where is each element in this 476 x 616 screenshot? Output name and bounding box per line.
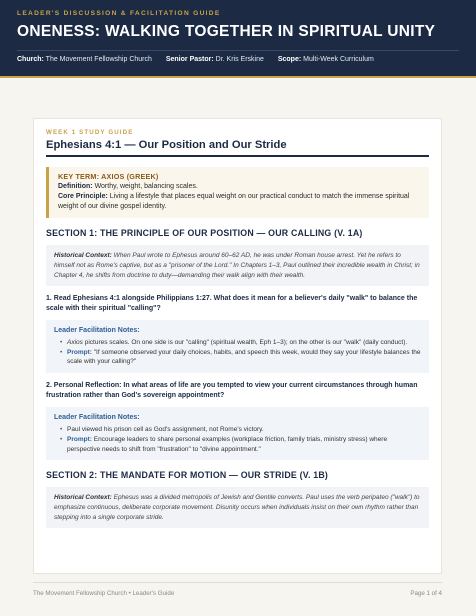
question-1: 1. Read Ephesians 4:1 alongside Philippians 1:27. What does it mean for a believer's daily "walk" to balance the scale with their spiritual "calling"? — [46, 295, 418, 313]
guide-header — [0, 0, 476, 76]
header-divider — [17, 50, 459, 51]
question-2: 2. Personal Reflection: In what areas of life are you tempted to view your current circumstances through human frustration rather than God's sovereign appointment? — [46, 382, 418, 400]
question-2-notes — [46, 407, 429, 460]
key-term-box — [46, 167, 429, 219]
notes-title: Leader Facilitation Notes: — [54, 414, 140, 422]
section-1-context: Historical Context: When Paul wrote to Ephesus around 60–62 AD, he was under Roman house arrest. Yet he refers to himself not as Rome's captive, but as a "prisoner of the Lord." In Chapters 1–3, Paul outlined their incredible wealth in Christ; in Chapter 4, he shifts from doctrine to duty—demanding their walk align with their wealth. — [46, 245, 429, 286]
meta-pastor: Senior Pastor: Dr. Kris Erskine — [165, 56, 264, 63]
note-item: • Paul viewed his prison cell as God's assignment, not Rome's victory. — [60, 425, 421, 435]
section-2-context: Historical Context: Ephesus was a divided metropolis of Jewish and Gentile converts. Paul uses the verb peripateo ("walk") to emphasize continuous, deliberate corporate movement. Disunity occurs when individuals insist on their own rhythm rather than stepping into a single corporate stride. — [46, 487, 429, 528]
footer-left-text: The Movement Fellowship Church • Leader's Guide — [33, 590, 175, 597]
note-item-prompt: • Prompt: Encourage leaders to share personal examples (workplace friction, family trials, ministry stress) where perspective needs to shift from "frustration" to "divine appointment." — [60, 435, 421, 455]
note-item-prompt: • Prompt: "If someone observed your daily choices, habits, and speech this week, would they say your lifestyle balances the scale with your calling?" — [60, 348, 421, 368]
meta-church: Church: The Movement Fellowship Church — [17, 56, 152, 63]
note-item: • Axios pictures scales. On one side is our "calling" (spiritual wealth, Eph 1–3); on the other is our "walk" (daily conduct). — [60, 338, 421, 348]
header-meta — [17, 56, 386, 63]
key-term-definition: Definition: Worthy, weight, balancing scales. — [58, 182, 198, 190]
key-term-label: KEY TERM: AXIOS (GREEK) — [58, 171, 159, 181]
key-term-principle: Core Principle: Living a lifestyle that places equal weight on our practical conduct to match the immense spiritual weight of our divine gospel identity. — [58, 192, 410, 211]
header-eyebrow: LEADER'S DISCUSSION & FACILITATION GUIDE — [17, 10, 221, 17]
week-label: WEEK 1 STUDY GUIDE — [46, 129, 134, 136]
header-accent-bar — [0, 76, 476, 78]
footer-divider — [33, 582, 442, 583]
section-1-heading: SECTION 1: THE PRINCIPLE OF OUR POSITION — OUR CALLING (V. 1A) — [46, 228, 363, 239]
notes-title: Leader Facilitation Notes: — [54, 327, 140, 335]
study-title: Ephesians 4:1 — Our Position and Our Stride — [46, 139, 287, 151]
title-divider — [46, 155, 429, 157]
question-1-notes — [46, 320, 429, 373]
meta-scope: Scope: Multi-Week Curriculum — [277, 56, 374, 63]
page-number: Page 1 of 4 — [410, 590, 442, 597]
study-card — [33, 118, 442, 574]
section-2-heading: SECTION 2: THE MANDATE FOR MOTION — OUR STRIDE (V. 1B) — [46, 470, 329, 481]
page-title: ONENESS: WALKING TOGETHER IN SPIRITUAL UNITY — [17, 23, 436, 40]
